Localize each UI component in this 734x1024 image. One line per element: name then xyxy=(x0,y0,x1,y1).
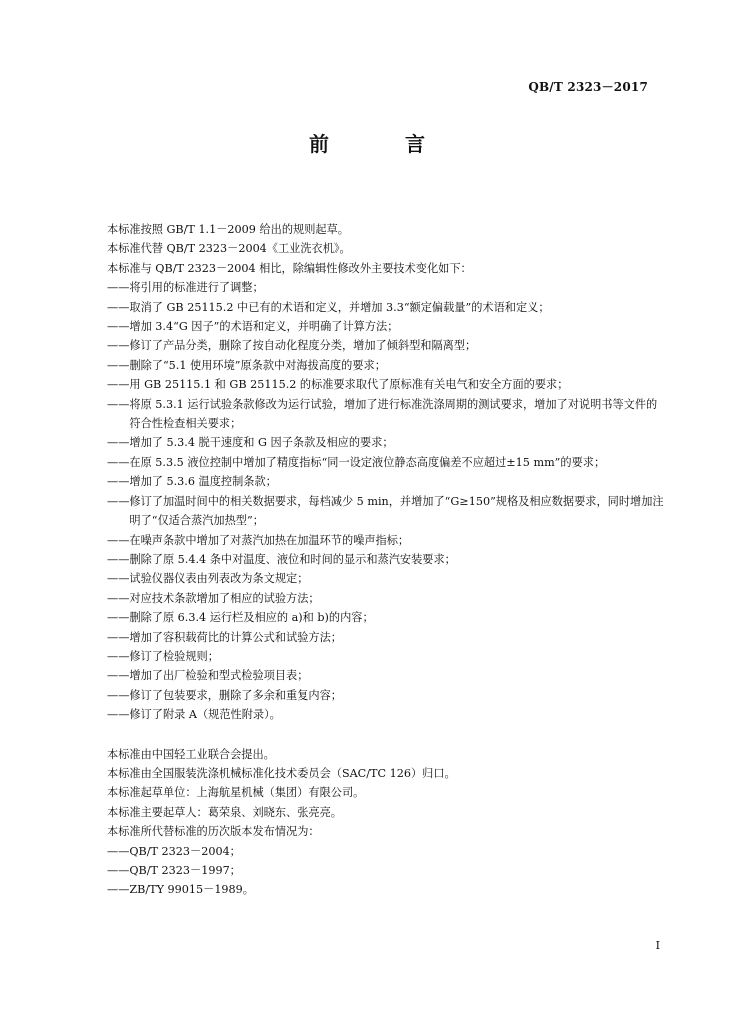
change-text: 将原 5.3.1 运行试验条款修改为运行试验，增加了进行标准洗涤周期的测试要求，增加了对说明书等文件的符合性检查相关要求； xyxy=(129,397,658,431)
change-item xyxy=(107,647,667,666)
closing-line: 本标准主要起草人：葛荣泉、刘晓东、张亮亮。 xyxy=(107,805,342,819)
dash-mark: —— xyxy=(107,591,130,605)
version-text: ZB/TY 99015－1989。 xyxy=(129,883,254,897)
change-text: 增加了 5.3.6 温度控制条款； xyxy=(129,475,277,489)
dash-mark: —— xyxy=(107,339,130,353)
intro-line: 本标准代替 QB/T 2323－2004《工业洗衣机》。 xyxy=(107,242,351,256)
intro-line: 本标准按照 GB/T 1.1－2009 给出的规则起草。 xyxy=(107,223,349,236)
change-item xyxy=(107,666,667,685)
version-item xyxy=(107,842,667,861)
intro-line: 本标准与 QB/T 2323－2004 相比，除编辑性修改外主要技术变化如下： xyxy=(107,261,472,275)
dash-mark: —— xyxy=(107,883,130,897)
change-item xyxy=(107,395,667,434)
intro-section xyxy=(107,220,667,278)
dash-mark: —— xyxy=(107,494,130,508)
dash-mark: —— xyxy=(107,572,130,586)
page-number: I xyxy=(655,939,660,952)
change-item xyxy=(107,531,667,550)
change-text: 修订了检验规则； xyxy=(129,649,219,663)
version-text: QB/T 2323－1997； xyxy=(129,864,241,877)
change-text: 增加了出厂检验和型式检验项目表； xyxy=(129,669,309,683)
change-item xyxy=(107,705,667,724)
previous-versions-list xyxy=(107,842,667,900)
closing-line: 本标准所代替标准的历次版本发布情况为： xyxy=(107,825,320,839)
change-text: 修订了附录 A（规范性附录）。 xyxy=(129,708,281,722)
foreword-body xyxy=(107,220,667,900)
dash-mark: —— xyxy=(107,844,130,858)
dash-mark: —— xyxy=(107,630,130,644)
change-item xyxy=(107,336,667,355)
dash-mark: —— xyxy=(107,649,130,663)
dash-mark: —— xyxy=(107,688,130,702)
closing-section xyxy=(107,745,667,842)
change-item xyxy=(107,375,667,394)
dash-mark: —— xyxy=(107,533,130,547)
change-item xyxy=(107,550,667,569)
change-text: 用 GB 25115.1 和 GB 25115.2 的标准要求取代了原标准有关电气和安全方面的要求； xyxy=(129,378,569,392)
dash-mark: —— xyxy=(107,455,130,469)
dash-mark: —— xyxy=(107,300,130,314)
dash-mark: —— xyxy=(107,552,130,566)
change-item xyxy=(107,608,667,627)
change-text: 对应技术条款增加了相应的试验方法； xyxy=(129,591,320,605)
change-item xyxy=(107,453,667,472)
version-item xyxy=(107,861,667,880)
dash-mark: —— xyxy=(107,378,130,392)
change-text: 删除了原 6.3.4 运行栏及相应的 a)和 b)的内容； xyxy=(129,611,374,625)
closing-line: 本标准起草单位：上海航星机械（集团）有限公司。 xyxy=(107,786,365,800)
change-item xyxy=(107,569,667,588)
change-text: 取消了 GB 25115.2 中已有的术语和定义，并增加 3.3“额定偏载量”的术语和定义； xyxy=(129,300,550,314)
change-text: 将引用的标准进行了调整； xyxy=(129,281,264,295)
change-text: 试验仪器仪表由列表改为条文规定； xyxy=(129,572,309,586)
change-item xyxy=(107,298,667,317)
change-text: 在原 5.3.5 液位控制中增加了精度指标“同一设定液位静态高度偏差不应超过±15 mm”的要求； xyxy=(129,455,606,469)
page-title: 前 言 xyxy=(309,132,453,156)
change-item xyxy=(107,472,667,491)
dash-mark: —— xyxy=(107,864,130,877)
change-text: 修订了包装要求，删除了多余和重复内容； xyxy=(129,688,342,702)
changes-list xyxy=(107,278,667,724)
dash-mark: —— xyxy=(107,358,130,372)
dash-mark: —— xyxy=(107,320,130,334)
dash-mark: —— xyxy=(107,611,130,625)
dash-mark: —— xyxy=(107,708,130,722)
change-text: 修订了产品分类，删除了按自动化程度分类，增加了倾斜型和隔离型； xyxy=(129,339,477,353)
change-item xyxy=(107,686,667,705)
change-text: 在噪声条款中增加了对蒸汽加热在加温环节的噪声指标； xyxy=(129,533,410,547)
closing-line: 本标准由全国服装洗涤机械标准化技术委员会（SAC/TC 126）归口。 xyxy=(107,766,456,780)
change-text: 增加了容积载荷比的计算公式和试验方法； xyxy=(129,630,342,644)
closing-line: 本标准由中国轻工业联合会提出。 xyxy=(107,747,275,761)
change-item xyxy=(107,356,667,375)
dash-mark: —— xyxy=(107,475,130,489)
change-text: 增加了 5.3.4 脱干速度和 G 因子条款及相应的要求； xyxy=(129,436,394,450)
change-text: 修订了加温时间中的相关数据要求，每档减少 5 min，并增加了“G≥150”规格及相应数据要求，同时增加注明了“仅适合蒸汽加热型”； xyxy=(129,494,664,528)
change-text: 删除了“5.1 使用环境”原条款中对海拔高度的要求； xyxy=(129,358,386,372)
change-item xyxy=(107,433,667,452)
dash-mark: —— xyxy=(107,397,130,411)
change-item xyxy=(107,589,667,608)
version-text: QB/T 2323－2004； xyxy=(129,844,241,858)
change-item xyxy=(107,492,667,531)
change-text: 增加 3.4“G 因子”的术语和定义，并明确了计算方法； xyxy=(129,320,399,334)
change-item xyxy=(107,317,667,336)
change-text: 删除了原 5.4.4 条中对温度、液位和时间的显示和蒸汽安装要求； xyxy=(129,552,456,566)
change-item xyxy=(107,628,667,647)
dash-mark: —— xyxy=(107,281,130,295)
dash-mark: —— xyxy=(107,436,130,450)
section-gap xyxy=(107,725,667,745)
change-item xyxy=(107,278,667,297)
version-item xyxy=(107,880,667,899)
dash-mark: —— xyxy=(107,669,130,683)
standard-code: QB/T 2323－2017 xyxy=(528,80,648,94)
